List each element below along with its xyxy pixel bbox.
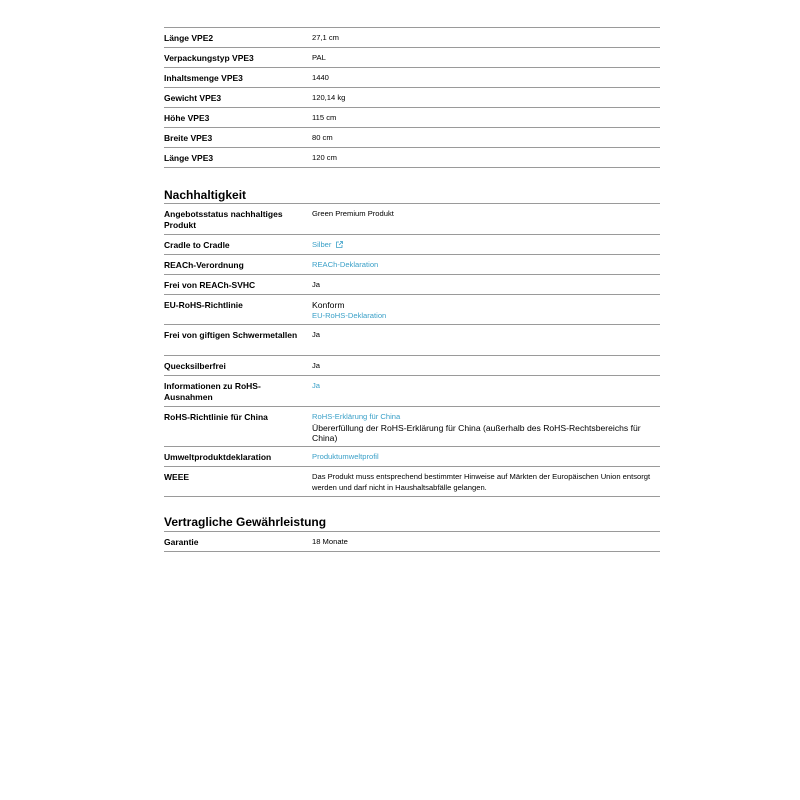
- row-value: Ja: [312, 280, 321, 289]
- table-row: [164, 325, 660, 356]
- table-row: [164, 48, 660, 68]
- table-row: [164, 376, 660, 407]
- row-value: [312, 240, 660, 250]
- row-value: 27,1 cm: [312, 33, 340, 42]
- table-row: [164, 447, 660, 467]
- row-key: Inhaltsmenge VPE3: [164, 73, 243, 83]
- row-key: Frei von REACh-SVHC: [164, 280, 256, 290]
- row-key: Garantie: [164, 537, 199, 547]
- row-value: [312, 260, 660, 270]
- table-row: [164, 356, 660, 376]
- product-spec-page: [164, 27, 660, 552]
- row-value: Ja: [312, 361, 321, 370]
- row-value: [312, 452, 660, 462]
- row-key: EU-RoHS-Richtlinie: [164, 300, 243, 310]
- row-value: 1440: [312, 73, 329, 82]
- row-key: Gewicht VPE3: [164, 93, 222, 103]
- row-value: [312, 381, 660, 402]
- packaging-table: [164, 27, 660, 171]
- row-value: 18 Monate: [312, 537, 348, 546]
- row-value: [312, 412, 660, 442]
- row-key: REACh-Verordnung: [164, 260, 244, 270]
- warranty-table: [164, 531, 660, 552]
- eu-rohs-status: Konform: [312, 300, 345, 310]
- row-key: Umweltproduktdeklaration: [164, 452, 272, 462]
- row-value: 120 cm: [312, 153, 337, 162]
- row-value: 120,14 kg: [312, 93, 346, 102]
- table-row: [164, 148, 660, 168]
- row-key: Informationen zu RoHS-Ausnahmen: [164, 381, 261, 402]
- table-row: [164, 68, 660, 88]
- reach-declaration-link[interactable]: REACh-Deklaration: [312, 260, 379, 269]
- rohs-china-declaration-link[interactable]: RoHS-Erklärung für China: [312, 412, 401, 421]
- row-key: Länge VPE2: [164, 33, 214, 43]
- row-key: Höhe VPE3: [164, 113, 210, 123]
- sustainability-table: [164, 203, 660, 497]
- rohs-china-statement: Übererfüllung der RoHS-Erklärung für China (außerhalb des RoHS-Rechtsbereichs für China): [312, 422, 641, 443]
- row-key: Angebotsstatus nachhaltiges Produkt: [164, 209, 283, 230]
- cradle-to-cradle-link[interactable]: Silber: [312, 240, 332, 249]
- table-row: [164, 467, 660, 497]
- row-value: [312, 300, 660, 320]
- table-row: [164, 88, 660, 108]
- table-row: [164, 295, 660, 325]
- table-row: [164, 532, 660, 552]
- eu-rohs-declaration-link[interactable]: EU-RoHS-Deklaration: [312, 310, 387, 320]
- row-value: Das Produkt muss entsprechend bestimmter Hinweise auf Märkten der Europäischen Union entsorgt werden und darf nicht in Haushaltsabfälle gelangen.: [312, 472, 651, 492]
- row-value: Ja: [312, 330, 321, 339]
- table-row: [164, 128, 660, 148]
- table-row: [164, 108, 660, 128]
- external-link-icon[interactable]: [336, 241, 343, 248]
- row-value: Green Premium Produkt: [312, 209, 394, 218]
- row-key: Cradle to Cradle: [164, 240, 230, 250]
- table-row: [164, 407, 660, 447]
- row-value: 115 cm: [312, 113, 337, 122]
- table-row: [164, 204, 660, 235]
- table-row: [164, 255, 660, 275]
- table-row: [164, 275, 660, 295]
- row-value: 80 cm: [312, 133, 333, 142]
- row-key: Länge VPE3: [164, 153, 214, 163]
- table-row: [164, 235, 660, 255]
- section-title-nachhaltigkeit: Nachhaltigkeit: [164, 188, 247, 202]
- row-value: PAL: [312, 53, 326, 62]
- row-key: RoHS-Richtlinie für China: [164, 412, 268, 422]
- table-row: [164, 28, 660, 48]
- section-title-gewaehrleistung: Vertragliche Gewährleistung: [164, 515, 327, 529]
- row-key: Verpackungstyp VPE3: [164, 53, 254, 63]
- row-key: Frei von giftigen Schwermetallen: [164, 330, 298, 340]
- row-key: Quecksilberfrei: [164, 361, 226, 371]
- row-key: WEEE: [164, 472, 190, 482]
- product-environmental-profile-link[interactable]: Produktumweltprofil: [312, 452, 379, 461]
- row-key: Breite VPE3: [164, 133, 213, 143]
- rohs-exemptions-link[interactable]: Ja: [312, 381, 321, 390]
